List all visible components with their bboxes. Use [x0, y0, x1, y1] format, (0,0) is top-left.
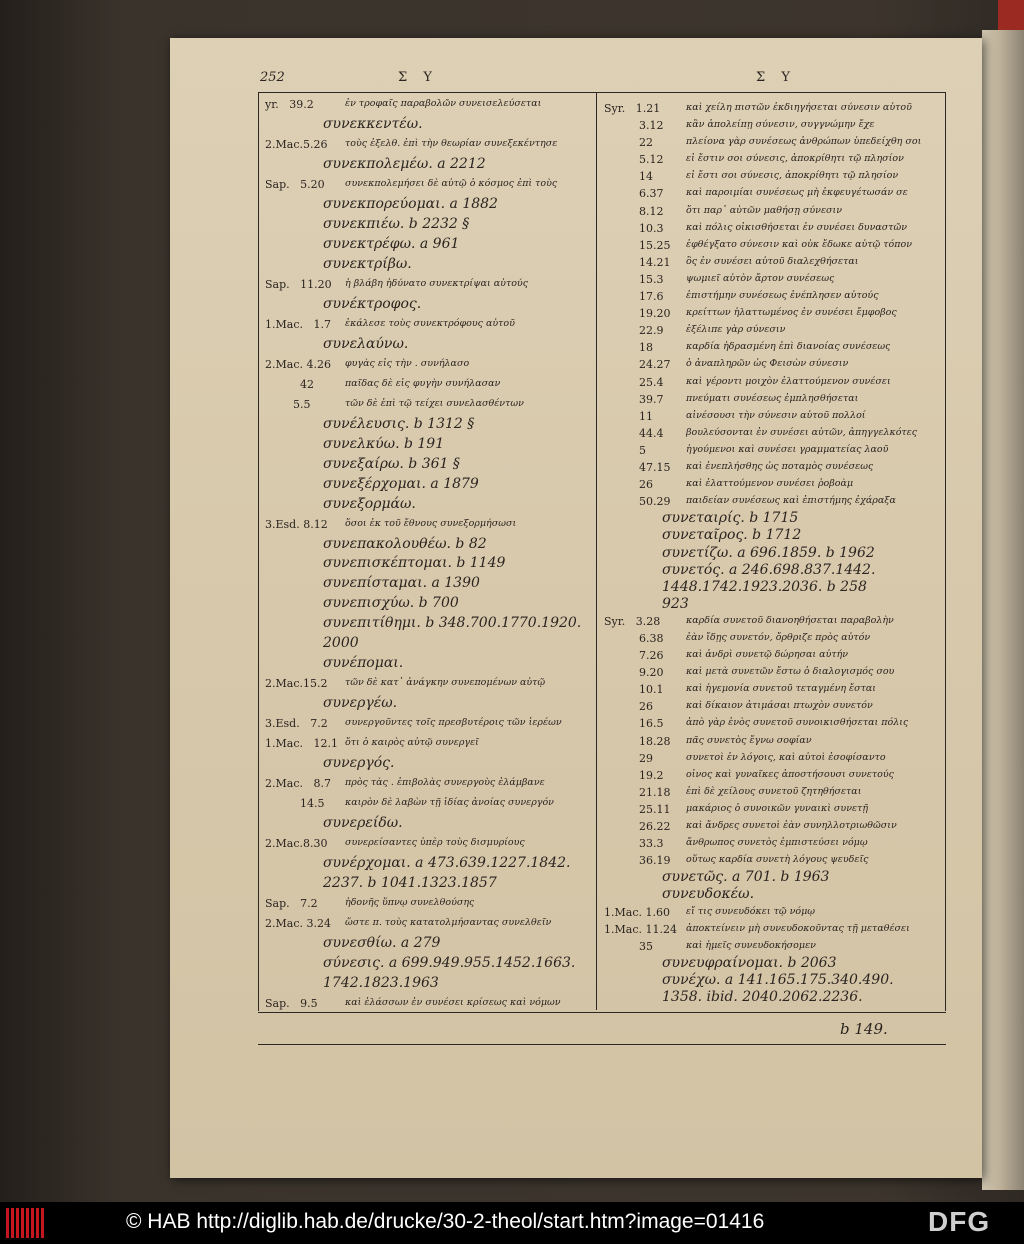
citation-context: καιρὸν δὲ λαβὼν τῇ ἰδίας ἀνοίας συνεργόν [345, 797, 554, 809]
citation-context: ἐκάλεσε τοὺς συνεκτρόφους αὐτοῦ [345, 317, 515, 329]
citation-context: καὶ πόλις οἰκισθήσεται ἐν συνέσει δυναστῶν [686, 221, 908, 233]
index-headword: συνελκύω. b 191 [323, 435, 445, 452]
citation-context: καὶ ἐνεπλήσθης ὡς ποταμὸς συνέσεως [686, 461, 874, 473]
citation-reference: 15.3 [604, 272, 664, 286]
citation-context: ψωμιεῖ αὐτὸν ἄρτον συνέσεως [686, 272, 835, 284]
citation-context: κρείττων ἡλαττωμένος ἐν συνέσει ἔμφοβος [686, 307, 897, 319]
index-headword: συνεπίσταμαι. a 1390 [323, 575, 480, 592]
citation-reference: 15.25 [604, 238, 671, 252]
citation-context: καὶ μετὰ συνετῶν ἔστω ὁ διαλογισμός σου [686, 666, 895, 678]
citation-context: ὅσοι ἐκ τοῦ ἔθνους συνεξορμήσωσι [345, 517, 517, 529]
citation-reference: 35 [604, 939, 653, 953]
citation-reference: 5.12 [604, 153, 664, 167]
index-headword: συνεξέρχομαι. a 1879 [323, 475, 479, 492]
citation-context: ὅτι παρ᾽ αὐτῶν μαθήσῃ σύνεσιν [686, 204, 843, 216]
citation-context: ὁ ἀναπληρῶν ὡς Φεισὼν σύνεσιν [686, 358, 849, 370]
signature-mark: b 149. [840, 1020, 888, 1038]
citation-context: φυγὰς εἰς τὴν . συνήλασο [345, 357, 470, 369]
citation-reference: 50.29 [604, 495, 671, 509]
citation-reference: 36.19 [604, 854, 671, 868]
citation-reference: 14.5 [265, 797, 325, 811]
citation-reference: 11 [604, 409, 653, 423]
citation-reference: 7.26 [604, 649, 664, 663]
citation-context: ὃς ἐν συνέσει αὐτοῦ διαλεχθήσεται [686, 255, 859, 267]
index-headword: συνεπισκέπτομαι. b 1149 [323, 555, 506, 572]
citation-reference: 2.Mac. 8.7 [265, 777, 331, 791]
page-number: 252 [260, 70, 285, 85]
index-headword: συνευδοκέω. [662, 886, 755, 903]
citation-context: εἴ τις συνευδόκει τῷ νόμῳ [686, 905, 816, 917]
index-headword: 2237. b 1041.1323.1857 [323, 875, 497, 892]
index-headword: συνεξαίρω. b 361 § [323, 455, 460, 472]
index-headword: συνέρχομαι. a 473.639.1227.1842. [323, 855, 571, 872]
citation-reference: 2.Mac.5.26 [265, 137, 328, 151]
citation-reference: Sap. 9.5 [265, 997, 318, 1010]
citation-reference: 47.15 [604, 461, 671, 475]
next-page-edge [982, 30, 1024, 1190]
hab-logo-icon [6, 1208, 46, 1238]
citation-context: ἐφθέγξατο σύνεσιν καὶ οὐκ ἔδωκε αὐτῷ τόπον [686, 238, 912, 250]
citation-context: ἐπιστήμην συνέσεως ἐνέπλησεν αὐτούς [686, 290, 879, 302]
index-headword: 1358. ibid. 2040.2062.2236. [662, 989, 863, 1005]
citation-reference: 17.6 [604, 290, 664, 304]
citation-context: τῶν δὲ ἐπὶ τῷ τείχει συνελασθέντων [345, 397, 524, 409]
citation-reference: 29 [604, 751, 653, 765]
index-headword: σύνεσις. a 699.949.955.1452.1663. [323, 955, 576, 972]
citation-context: καὶ γέροντι μοιχὸν ἐλαττούμενον συνέσει [686, 375, 891, 387]
citation-context: ἄνθρωπος συνετὸς ἐμπιστεύσει νόμῳ [686, 837, 868, 849]
index-headword: συνεκπιέω. b 2232 § [323, 215, 470, 232]
index-headword: 923 [662, 595, 689, 612]
citation-context: καὶ ἐλάσσων ἐν συνέσει κρίσεως καὶ νόμων [345, 997, 561, 1008]
dfg-logo: DFG [928, 1206, 991, 1237]
citation-reference: 26 [604, 478, 653, 492]
index-headword: συνεκτρίβω. [323, 255, 412, 272]
citation-context: καὶ δίκαιον ἀτιμάσαι πτωχὸν συνετόν [686, 700, 873, 712]
index-headword: συνεπιτίθημι. b 348.700.1770.1920. [323, 615, 582, 632]
citation-reference: 6.37 [604, 187, 664, 201]
citation-reference: Sap. 5.20 [265, 177, 325, 191]
citation-reference: Syr. 3.28 [604, 614, 661, 628]
citation-reference: 42 [265, 377, 314, 391]
citation-reference: 2.Mac. 4.26 [265, 357, 331, 371]
citation-context: ἡδονῆς ὕπνῳ συνελθούσης [345, 897, 475, 909]
index-headword: συνεπισχύω. b 700 [323, 595, 459, 612]
citation-reference: 3.12 [604, 119, 664, 133]
citation-context: αἰνέσουσι τὴν σύνεσιν αὐτοῦ πολλοί [686, 409, 866, 421]
index-headword: συνέλευσις. b 1312 § [323, 415, 475, 432]
index-headword: συνεταῖρος. b 1712 [662, 527, 802, 544]
citation-reference: 8.12 [604, 204, 664, 218]
citation-reference: 2.Mac.8.30 [265, 837, 328, 851]
citation-context: πνεύματι συνέσεως ἐμπλησθήσεται [686, 392, 859, 404]
index-headword: συνεκπολεμέω. a 2212 [323, 155, 486, 172]
citation-reference: 9.20 [604, 666, 664, 680]
citation-reference: 3.Esd. 7.2 [265, 717, 328, 731]
citation-reference: 3.Esd. 8.12 [265, 517, 328, 531]
citation-context: ἡγούμενοι καὶ συνέσει γραμματείας λαοῦ [686, 443, 889, 455]
citation-context: ἀποκτείνειν μὴ συνευδοκοῦντας τῇ μεταθέσει [686, 922, 910, 934]
citation-context: κἂν ἀπολείπῃ σύνεσιν, συγγνώμην ἔχε [686, 119, 875, 131]
index-headword: συνεσθίω. a 279 [323, 935, 441, 952]
column-separator [596, 92, 597, 1010]
citation-context: ἐὰν ἴδῃς συνετόν, ὄρθριζε πρὸς αὐτόν [686, 631, 871, 643]
citation-reference: 1.Mac. 11.24 [604, 922, 677, 936]
citation-reference: 5.5 [265, 397, 311, 411]
footer-rule [258, 1012, 946, 1013]
citation-reference: 1.Mac. 12.1 [265, 737, 338, 751]
citation-reference: Sap. 11.20 [265, 277, 332, 291]
citation-reference: 14 [604, 170, 653, 184]
index-headword: συνεκκεντέω. [323, 115, 423, 132]
citation-context: καὶ ἡγεμονία συνετοῦ τεταγμένη ἔσται [686, 683, 877, 695]
citation-reference: 16.5 [604, 717, 664, 731]
citation-context: οὕτως καρδία συνετὴ λόγους ψευδεῖς [686, 854, 869, 866]
citation-context: ἐπὶ δὲ χείλους συνετοῦ ζητηθήσεται [686, 785, 862, 797]
index-headword: συνεξορμάω. [323, 495, 416, 512]
index-headword: συνέπομαι. [323, 655, 404, 672]
citation-reference: yr. 39.2 [265, 98, 314, 111]
index-headword: συνεκτρέφω. a 961 [323, 235, 460, 252]
citation-context: εἰ ἔστιν σοι σύνεσις, ἀποκρίθητι τῷ πλησίον [686, 153, 904, 165]
citation-reference: 24.27 [604, 358, 671, 372]
citation-context: ἐν τροφαῖς παραβολῶν συνεισελεύσεται [345, 98, 542, 109]
index-headword: 1448.1742.1923.2036. b 258 [662, 578, 867, 595]
citation-reference: 25.4 [604, 375, 664, 389]
citation-reference: 1.Mac. 1.7 [265, 317, 331, 331]
citation-reference: 26 [604, 700, 653, 714]
citation-reference: 10.3 [604, 221, 664, 235]
index-headword: συνετῶς. a 701. b 1963 [662, 869, 830, 886]
citation-reference: 39.7 [604, 392, 664, 406]
citation-context: συνεργοῦντες τοῖς πρεσβυτέροις τῶν ἱερέων [345, 717, 562, 729]
citation-reference: 6.38 [604, 631, 664, 645]
citation-context: καρδία ἠδρασμένη ἐπὶ διανοίας συνέσεως [686, 341, 891, 353]
index-headword: συνεργέω. [323, 695, 398, 712]
copyright-link[interactable]: © HAB http://diglib.hab.de/drucke/30-2-theol/start.htm?image=01416 [126, 1210, 765, 1233]
citation-reference: 22.9 [604, 324, 664, 338]
citation-context: παῖδας δὲ εἰς φυγὴν συνήλασαν [345, 377, 501, 389]
footer-rule-bottom [258, 1044, 946, 1045]
citation-context: καὶ ἡμεῖς συνευδοκήσομεν [686, 939, 816, 951]
index-headword: συνεπακολουθέω. b 82 [323, 535, 487, 552]
citation-reference: Sap. 7.2 [265, 897, 318, 911]
citation-context: οἶνος καὶ γυναῖκες ἀποστήσουσι συνετούς [686, 768, 894, 780]
index-headword: συνευφραίνομαι. b 2063 [662, 954, 837, 971]
index-headword: συνετός. a 246.698.837.1442. [662, 561, 876, 578]
citation-reference: 18.28 [604, 734, 671, 748]
citation-context: συνετοὶ ἐν λόγοις, καὶ αὐτοὶ ἐσοφίσαντο [686, 751, 886, 763]
citation-context: καὶ ἄνδρες συνετοὶ ἐὰν συνηλλοτριωθῶσιν [686, 820, 897, 832]
citation-context: καὶ παροιμίαι συνέσεως μὴ ἐκφευγέτωσάν σε [686, 187, 908, 199]
citation-context: πρὸς τὰς . ἐπιβολὰς συνεργοὺς ἐλάμβανε [345, 777, 545, 789]
citation-reference: 19.20 [604, 307, 671, 321]
citation-context: καὶ ἀνδρὶ συνετῷ δώρησαι αὐτήν [686, 649, 849, 661]
index-headword: συνετίζω. a 696.1859. b 1962 [662, 544, 875, 561]
running-head-right: Σ Υ [756, 70, 796, 85]
citation-reference: 25.11 [604, 802, 671, 816]
citation-context: ἐξέλιπε γὰρ σύνεσιν [686, 324, 786, 336]
citation-context: συνερείσαντες ὑπὲρ τοὺς δισμυρίους [345, 837, 525, 849]
index-headword: συνέχω. a 141.165.175.340.490. [662, 971, 894, 988]
citation-reference: Syr. 1.21 [604, 102, 661, 115]
index-headword: συνερείδω. [323, 815, 403, 832]
citation-context: ὥστε π. τοὺς κατατολμήσαντας συνελθεῖν [345, 917, 552, 929]
index-headword: συνέκτροφος. [323, 295, 422, 312]
citation-context: βουλεύσονται ἐν συνέσει αὐτῶν, ἀπηγγελκότες [686, 426, 918, 438]
citation-reference: 18 [604, 341, 653, 355]
index-headword: συνεκπορεύομαι. a 1882 [323, 195, 498, 212]
index-headword: συνεργός. [323, 755, 395, 772]
citation-reference: 2.Mac.15.2 [265, 677, 328, 691]
citation-context: παιδείαν συνέσεως καὶ ἐπιστήμης ἐχάραξα [686, 495, 896, 507]
citation-reference: 26.22 [604, 820, 671, 834]
citation-context: καρδία συνετοῦ διανοηθήσεται παραβολὴν [686, 614, 894, 626]
citation-context: τοὺς ἐξελθ. ἐπὶ τὴν θεωρίαν συνεξεκέντησε [345, 137, 558, 149]
page-header [260, 70, 940, 90]
citation-reference: 44.4 [604, 426, 664, 440]
index-headword: 2000 [323, 635, 359, 652]
index-headword: 1742.1823.1963 [323, 975, 439, 992]
citation-reference: 1.Mac. 1.60 [604, 905, 670, 919]
citation-reference: 10.1 [604, 683, 664, 697]
citation-context: πλείονα γὰρ συνέσεως ἀνθρώπων ὑπεδείχθη σοι [686, 136, 922, 148]
running-head-left: Σ Υ [398, 70, 438, 85]
citation-context: καὶ ἐλαττούμενον συνέσει ῥοβοὰμ [686, 478, 854, 490]
citation-reference: 2.Mac. 3.24 [265, 917, 331, 931]
citation-reference: 5 [604, 443, 646, 457]
citation-reference: 19.2 [604, 768, 664, 782]
citation-context: καὶ χείλη πιστῶν ἐκδιηγήσεται σύνεσιν αὐτοῦ [686, 102, 912, 113]
index-headword: συνελαύνω. [323, 335, 409, 352]
citation-context: συνεκπολεμήσει δὲ αὐτῷ ὁ κόσμος ἐπὶ τοὺς [345, 177, 558, 189]
citation-context: ἡ βλάβη ἠδύνατο συνεκτρίψαι αὐτούς [345, 277, 529, 289]
citation-context: εἰ ἔστι σοι σύνεσις, ἀποκρίθητι τῷ πλησίον [686, 170, 899, 182]
index-headword: συνεταιρίς. b 1715 [662, 510, 799, 527]
citation-context: τῶν δὲ κατ᾽ ἀνάγκην συνεπομένων αὐτῷ [345, 677, 546, 689]
citation-reference: 33.3 [604, 837, 664, 851]
citation-context: μακάριος ὁ συνοικῶν γυναικὶ συνετῇ [686, 802, 869, 814]
citation-reference: 14.21 [604, 255, 671, 269]
citation-context: ὅτι ὁ καιρὸς αὐτῷ συνεργεῖ [345, 737, 479, 749]
citation-reference: 22 [604, 136, 653, 150]
citation-context: πᾶς συνετὸς ἔγνω σοφίαν [686, 734, 812, 746]
citation-reference: 21.18 [604, 785, 671, 799]
citation-context: ἀπὸ γὰρ ἑνὸς συνετοῦ συνοικισθήσεται πόλις [686, 717, 909, 729]
